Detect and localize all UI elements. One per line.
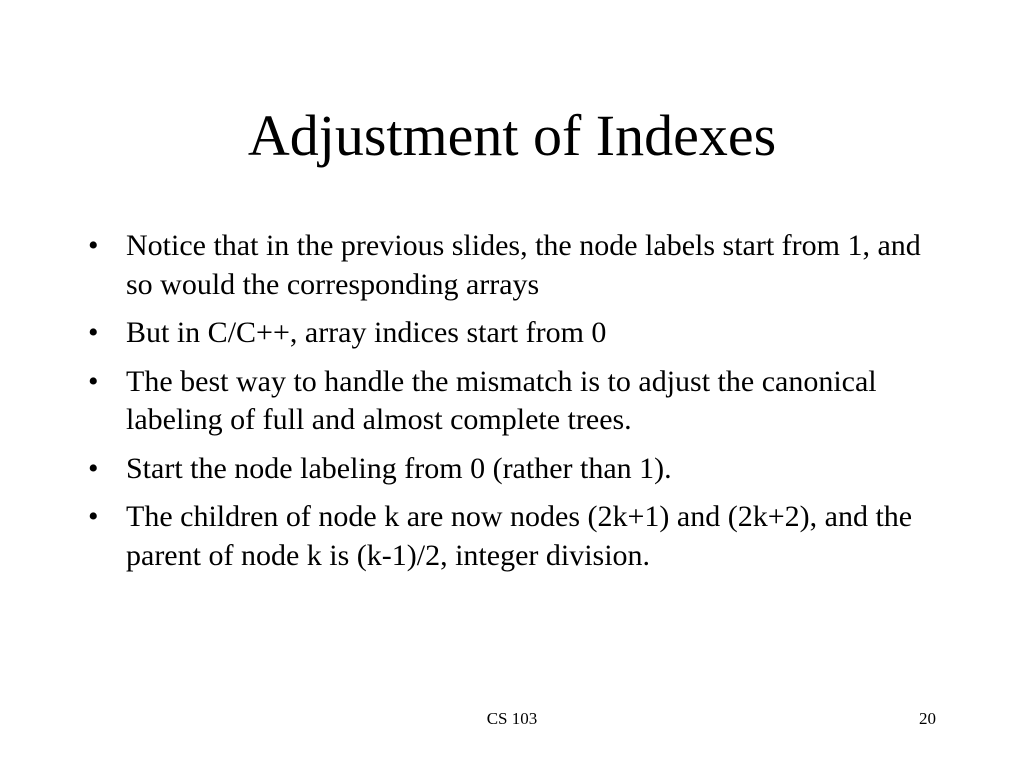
bullet-item [88, 227, 948, 304]
footer-page-number: 20 [919, 709, 936, 728]
bullet-text: Start the node labeling from 0 (rather than 1). [126, 451, 672, 485]
bullet-icon: • [88, 364, 99, 398]
bullet-icon: • [88, 451, 99, 485]
bullet-item [88, 498, 948, 575]
bullet-item [88, 363, 948, 440]
bullet-item [88, 314, 948, 353]
footer-course: CS 103 [486, 709, 538, 728]
bullet-icon: • [88, 316, 99, 349]
bullet-text: But in C/C++, array indices start from 0 [126, 316, 607, 349]
bullet-text: The children of node k are now nodes (2k+1) and (2k+2), and the parent of node k is (k-1)/2, integer division. [126, 500, 913, 572]
slide-title: Adjustment of Indexes [247, 103, 777, 168]
bullet-list [88, 227, 948, 585]
bullet-icon: • [88, 229, 99, 262]
bullet-item [88, 450, 948, 489]
bullet-text: The best way to handle the mismatch is to adjust the canonical labeling of full and almost complete trees. [126, 364, 877, 436]
bullet-text: Notice that in the previous slides, the node labels start from 1, and so would the corresponding arrays [126, 229, 921, 301]
bullet-icon: • [88, 500, 99, 533]
